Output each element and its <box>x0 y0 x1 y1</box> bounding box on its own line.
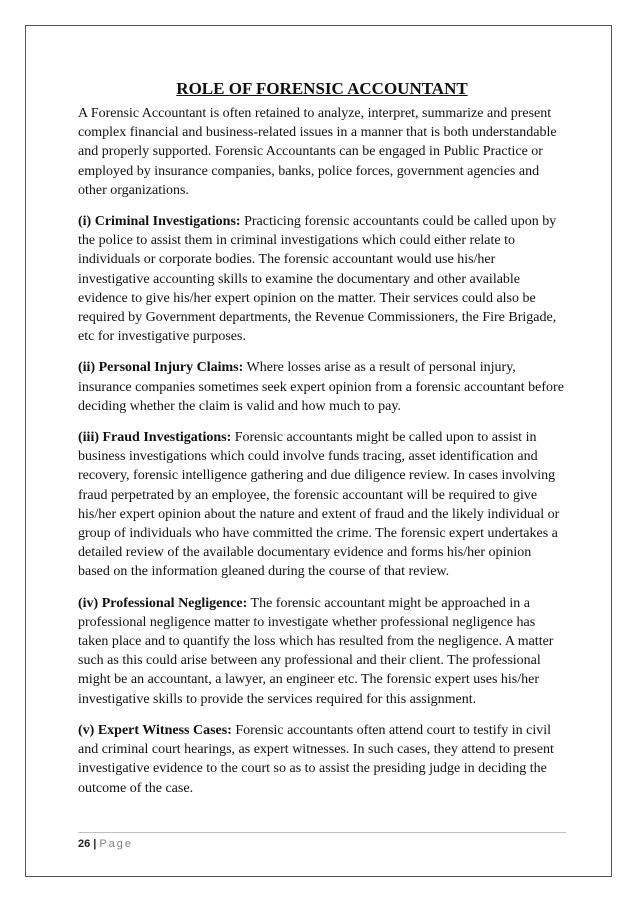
section-text: The forensic accountant might be approached in a professional negligence matter to investigate whether professional negligence has taken place and to quantify the loss which has resulted from the negligence. A matter such as this could arise between any professional and their client. The professional might be an accountant, a lawyer, an engineer etc. The forensic expert uses his/her investigative skills to provide the services required for this assignment. <box>78 595 554 707</box>
section-criminal-investigations <box>78 212 566 346</box>
section-expert-witness-cases <box>78 721 566 798</box>
page-footer <box>78 838 133 850</box>
page-number: 26 <box>78 838 91 850</box>
section-professional-negligence <box>78 594 566 709</box>
section-heading: (ii) Personal Injury Claims: <box>78 360 244 376</box>
section-heading: (i) Criminal Investigations: <box>78 214 241 230</box>
section-text: Practicing forensic accountants could be called upon by the police to assist them in criminal investigations which could either relate to individuals or corporate bodies. The forensic accountant would use his/her investigative accounting skills to examine the documentary and other available evidence to give his/her expert opinion on the matter. Their services could also be required by Government departments, the Revenue Commissioners, the Fire Brigade, etc for investigative purposes. <box>78 214 557 345</box>
document-body <box>78 78 566 810</box>
intro-paragraph: A Forensic Accountant is often retained to analyze, interpret, summarize and present complex financial and business-related issues in a manner that is both understandable and properly supported. Forensic Accountants can be engaged in Public Practice or employed by insurance companies, banks, police forces, government agencies and other organizations. <box>78 106 557 198</box>
section-text: Forensic accountants might be called upon to assist in business investigations which could involve funds tracing, asset identification and recovery, forensic intelligence gathering and due diligence review. In cases involving fraud perpetrated by an employee, the forensic accountant will be required to give his/her expert opinion about the nature and extent of fraud and the likely individual or group of individuals who have committed the crime. The forensic expert undertakes a detailed review of the available documentary evidence and forms his/her opinion based on the information gleaned during the course of that review. <box>78 430 560 580</box>
section-text: Where losses arise as a result of personal injury, insurance companies sometimes seek expert opinion from a forensic accountant before deciding whether the claim is valid and how much to pay. <box>78 360 564 414</box>
section-fraud-investigations <box>78 428 566 582</box>
page-label: Page <box>99 838 134 850</box>
section-text: Forensic accountants often attend court to testify in civil and criminal court hearings, as expert witnesses. In such cases, they attend to present investigative evidence to the court so as to assist the presiding judge in deciding the outcome of the case. <box>78 722 554 796</box>
document-title: ROLE OF FORENSIC ACCOUNTANT <box>176 79 468 98</box>
footer-separator: | <box>93 838 97 850</box>
section-heading: (iii) Fraud Investigations: <box>78 430 232 446</box>
section-personal-injury-claims <box>78 358 566 416</box>
section-heading: (v) Expert Witness Cases: <box>78 722 232 738</box>
footer-divider <box>78 832 566 833</box>
section-heading: (iv) Professional Negligence: <box>78 595 248 611</box>
